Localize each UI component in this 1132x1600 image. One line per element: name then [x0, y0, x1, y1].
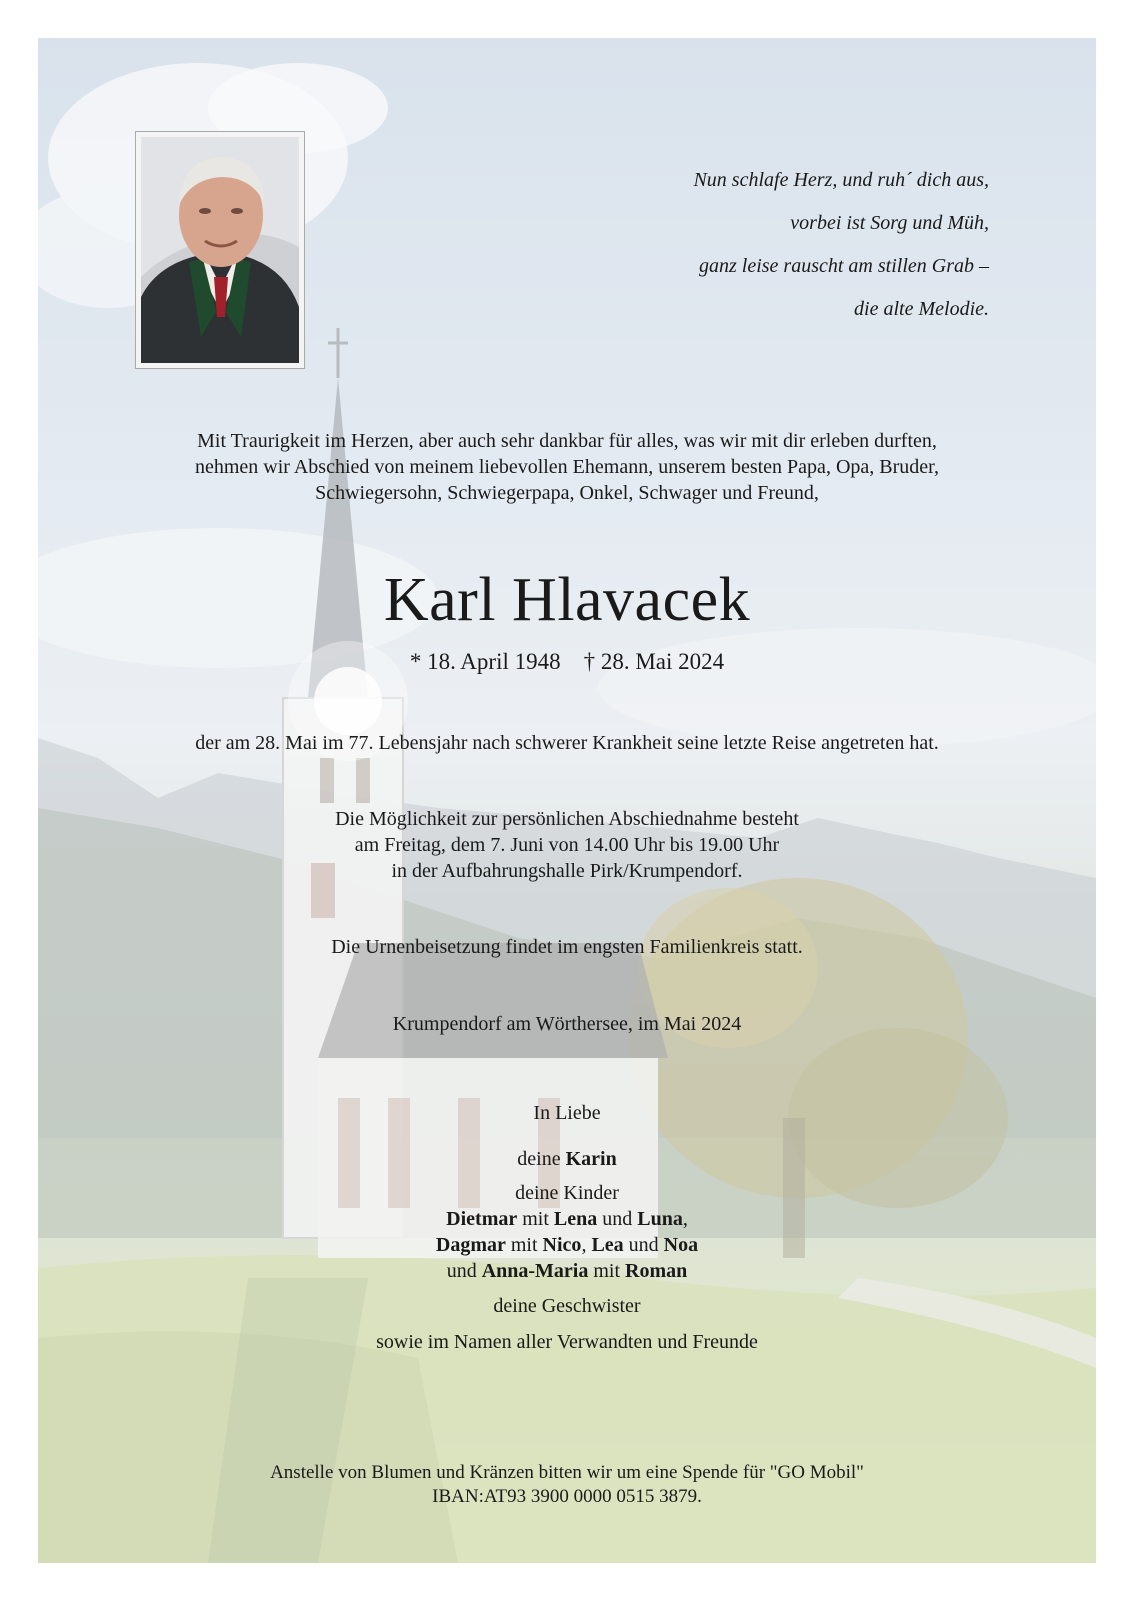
poem-line: Nun schlafe Herz, und ruh´ dich aus, — [693, 169, 989, 191]
intro-line: Mit Traurigkeit im Herzen, aber auch sehr dankbar für alles, was wir mit dir erleben durften, — [197, 430, 937, 452]
intro-line: nehmen wir Abschied von meinem liebevollen Ehemann, unserem besten Papa, Opa, Bruder, — [195, 456, 939, 478]
wife-prefix: deine — [517, 1148, 561, 1170]
birth-date: * 18. April 1948 — [409, 649, 561, 674]
connector: mit — [593, 1260, 621, 1282]
farewell-line: am Freitag, dem 7. Juni von 14.00 Uhr bis 19.00 Uhr — [354, 834, 780, 856]
portrait-image — [141, 137, 299, 363]
grandchild-name: Lena — [553, 1208, 598, 1230]
relatives-line: sowie im Namen aller Verwandten und Freunde — [376, 1331, 758, 1353]
child-line-2 — [38, 1232, 1096, 1258]
burial-text: Die Urnenbeisetzung findet im engsten Familienkreis statt. — [331, 936, 803, 958]
farewell-line: Die Möglichkeit zur persönlichen Abschiednahme besteht — [335, 808, 799, 830]
in-liebe: In Liebe — [533, 1102, 601, 1124]
wife-line — [38, 1146, 1096, 1172]
grandchild-name: Nico — [542, 1234, 582, 1256]
life-dates — [38, 648, 1096, 676]
child-name: Dietmar — [446, 1208, 518, 1230]
farewell-line: in der Aufbahrungshalle Pirk/Krumpendorf. — [391, 860, 743, 882]
obituary-card — [38, 38, 1096, 1563]
place-date: Krumpendorf am Wörthersee, im Mai 2024 — [392, 1013, 742, 1035]
siblings-line: deine Geschwister — [493, 1295, 641, 1317]
portrait-photo — [135, 131, 305, 369]
donation-note — [38, 1461, 1096, 1509]
poem-line: vorbei ist Sorg und Müh, — [790, 212, 989, 234]
poem-line: ganz leise rauscht am stillen Grab – — [699, 255, 989, 277]
punctuation: , — [682, 1208, 688, 1230]
poem-line: die alte Melodie. — [854, 298, 989, 320]
punctuation: , — [581, 1234, 587, 1256]
deceased-name: Karl Hlavacek — [383, 566, 751, 634]
child-line-3 — [38, 1258, 1096, 1284]
children-label: deine Kinder — [515, 1182, 619, 1204]
grandchild-name: Luna — [637, 1208, 683, 1230]
grandchild-name: Noa — [663, 1234, 699, 1256]
child-name: Dagmar — [435, 1234, 506, 1256]
connector: und — [628, 1234, 659, 1256]
connector: mit — [522, 1208, 549, 1230]
connector: mit — [510, 1234, 538, 1256]
donation-iban: IBAN:AT93 3900 0000 0515 3879. — [432, 1486, 702, 1507]
child-line-1 — [38, 1206, 1096, 1232]
passing-text: der am 28. Mai im 77. Lebensjahr nach schwerer Krankheit seine letzte Reise angetreten hat. — [195, 732, 939, 754]
child-name: Anna-Maria — [481, 1260, 589, 1282]
connector: und — [446, 1260, 477, 1282]
farewell-info — [38, 806, 1096, 884]
intro-paragraph — [38, 428, 1096, 506]
connector: und — [602, 1208, 633, 1230]
partner-name: Roman — [625, 1260, 688, 1282]
poem — [569, 159, 989, 331]
death-date: † 28. Mai 2024 — [583, 649, 725, 674]
intro-line: Schwiegersohn, Schwiegerpapa, Onkel, Schwager und Freund, — [315, 482, 819, 504]
grandchild-name: Lea — [591, 1234, 624, 1256]
donation-line: Anstelle von Blumen und Kränzen bitten wir um eine Spende für "GO Mobil" — [270, 1462, 864, 1483]
wife-name: Karin — [565, 1148, 617, 1170]
